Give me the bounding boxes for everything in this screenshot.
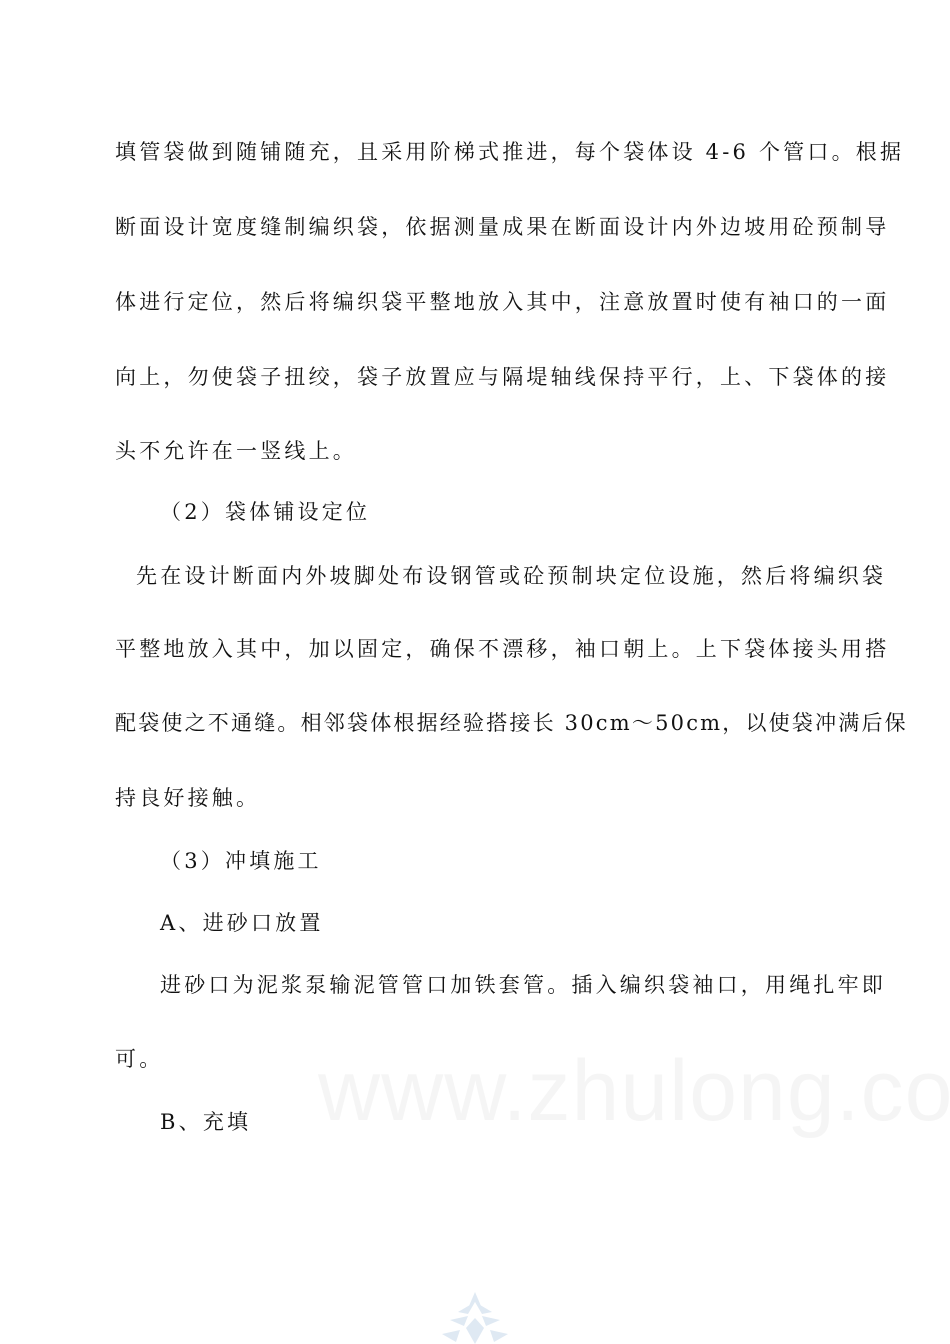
subsection-heading: A、进砂口放置 [160, 911, 324, 935]
zhulong-logo-icon [430, 1290, 520, 1344]
paragraph-line: 进砂口为泥浆泵输泥管管口加铁套管。插入编织袋袖口，用绳扎牢即 [160, 973, 886, 997]
paragraph-line: 断面设计宽度缝制编织袋，依据测量成果在断面设计内外边坡用砼预制导 [115, 215, 890, 239]
paragraph-line: 配袋使之不通缝。相邻袋体根据经验搭接长 30cm～50cm，以使袋冲满后保 [115, 711, 908, 735]
paragraph-line: 持良好接触。 [115, 786, 261, 810]
paragraph-line: 向上，勿使袋子扭绞，袋子放置应与隔堤轴线保持平行，上、下袋体的接 [115, 365, 890, 389]
paragraph-line: 先在设计断面内外坡脚处布设钢管或砼预制块定位设施，然后将编织袋 [136, 564, 887, 588]
paragraph-line: 可。 [115, 1047, 164, 1071]
paragraph-line: 头不允许在一竖线上。 [115, 439, 357, 463]
paragraph-line: 平整地放入其中，加以固定，确保不漂移，袖口朝上。上下袋体接头用搭 [115, 637, 890, 661]
watermark-text [318, 1042, 950, 1141]
section-heading: （2）袋体铺设定位 [160, 500, 371, 524]
paragraph-line: 填管袋做到随铺随充，且采用阶梯式推进，每个袋体设 4-6 个管口。根据 [115, 140, 905, 164]
paragraph-line: 体进行定位，然后将编织袋平整地放入其中，注意放置时使有袖口的一面 [115, 290, 890, 314]
subsection-heading: B、充填 [160, 1110, 252, 1134]
section-heading: （3）冲填施工 [160, 849, 322, 873]
